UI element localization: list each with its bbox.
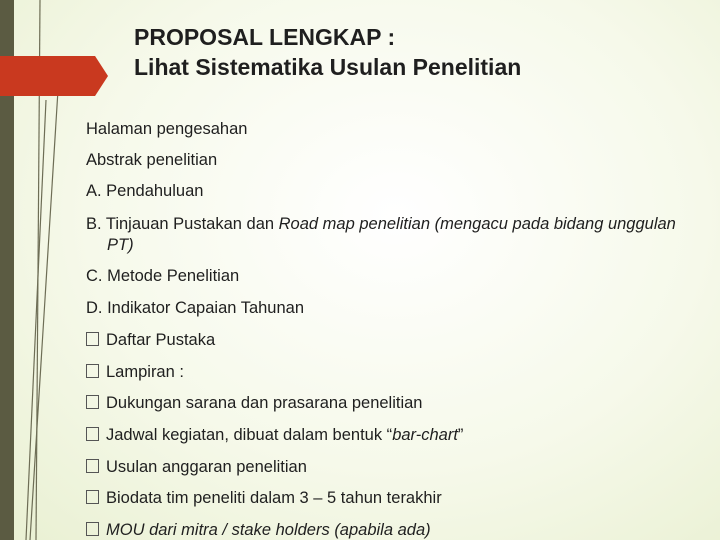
list-item-text: Abstrak penelitian bbox=[86, 151, 218, 169]
list-item-text: C. Metode Penelitian bbox=[86, 267, 240, 285]
checkbox-glyph-icon bbox=[86, 332, 99, 346]
list-item bbox=[86, 489, 442, 508]
list-item-text: Jadwal kegiatan, dibuat dalam bentuk “ bbox=[106, 426, 393, 444]
list-item bbox=[86, 394, 422, 413]
title-line-2: Lihat Sistematika Usulan Penelitian bbox=[134, 54, 522, 80]
list-item bbox=[86, 151, 217, 170]
list-item-text: Lampiran : bbox=[106, 363, 184, 381]
list-item-text: Dukungan sarana dan prasarana penelitian bbox=[106, 394, 423, 412]
checkbox-glyph-icon bbox=[86, 459, 99, 473]
list-item bbox=[86, 120, 247, 139]
red-tab-marker bbox=[0, 56, 108, 96]
list-item-text: D. Indikator Capaian Tahunan bbox=[86, 299, 305, 317]
title-line-1: PROPOSAL LENGKAP : bbox=[134, 24, 396, 50]
list-item-emphasis: Road map penelitian (mengacu pada bidang unggulan bbox=[278, 215, 676, 233]
list-item bbox=[86, 363, 184, 382]
list-item-emphasis: bar-chart bbox=[392, 426, 458, 444]
list-item-text: Biodata tim peneliti dalam 3 – 5 tahun terakhir bbox=[106, 489, 442, 507]
list-item bbox=[86, 458, 307, 477]
list-item bbox=[86, 214, 676, 256]
list-item bbox=[86, 182, 203, 201]
list-item-text: ” bbox=[457, 426, 464, 444]
list-item bbox=[86, 426, 463, 445]
list-item bbox=[86, 331, 215, 350]
list-item bbox=[86, 521, 431, 540]
list-item-text: Daftar Pustaka bbox=[106, 331, 216, 349]
list-item-continuation: PT) bbox=[107, 236, 134, 254]
list-item-text: Halaman pengesahan bbox=[86, 120, 248, 138]
list-item-text: Usulan anggaran penelitian bbox=[106, 458, 307, 476]
checkbox-glyph-icon bbox=[86, 490, 99, 504]
checkbox-glyph-icon bbox=[86, 364, 99, 378]
list-item-text: B. Tinjauan Pustakan dan bbox=[86, 215, 279, 233]
checkbox-glyph-icon bbox=[86, 522, 99, 536]
list-item-text: A. Pendahuluan bbox=[86, 182, 204, 200]
list-item-emphasis: MOU dari mitra / stake holders (apabila ada) bbox=[106, 521, 431, 539]
list-item bbox=[86, 267, 239, 286]
slide-title bbox=[134, 22, 521, 82]
checkbox-glyph-icon bbox=[86, 395, 99, 409]
checkbox-glyph-icon bbox=[86, 427, 99, 441]
list-item bbox=[86, 299, 304, 318]
